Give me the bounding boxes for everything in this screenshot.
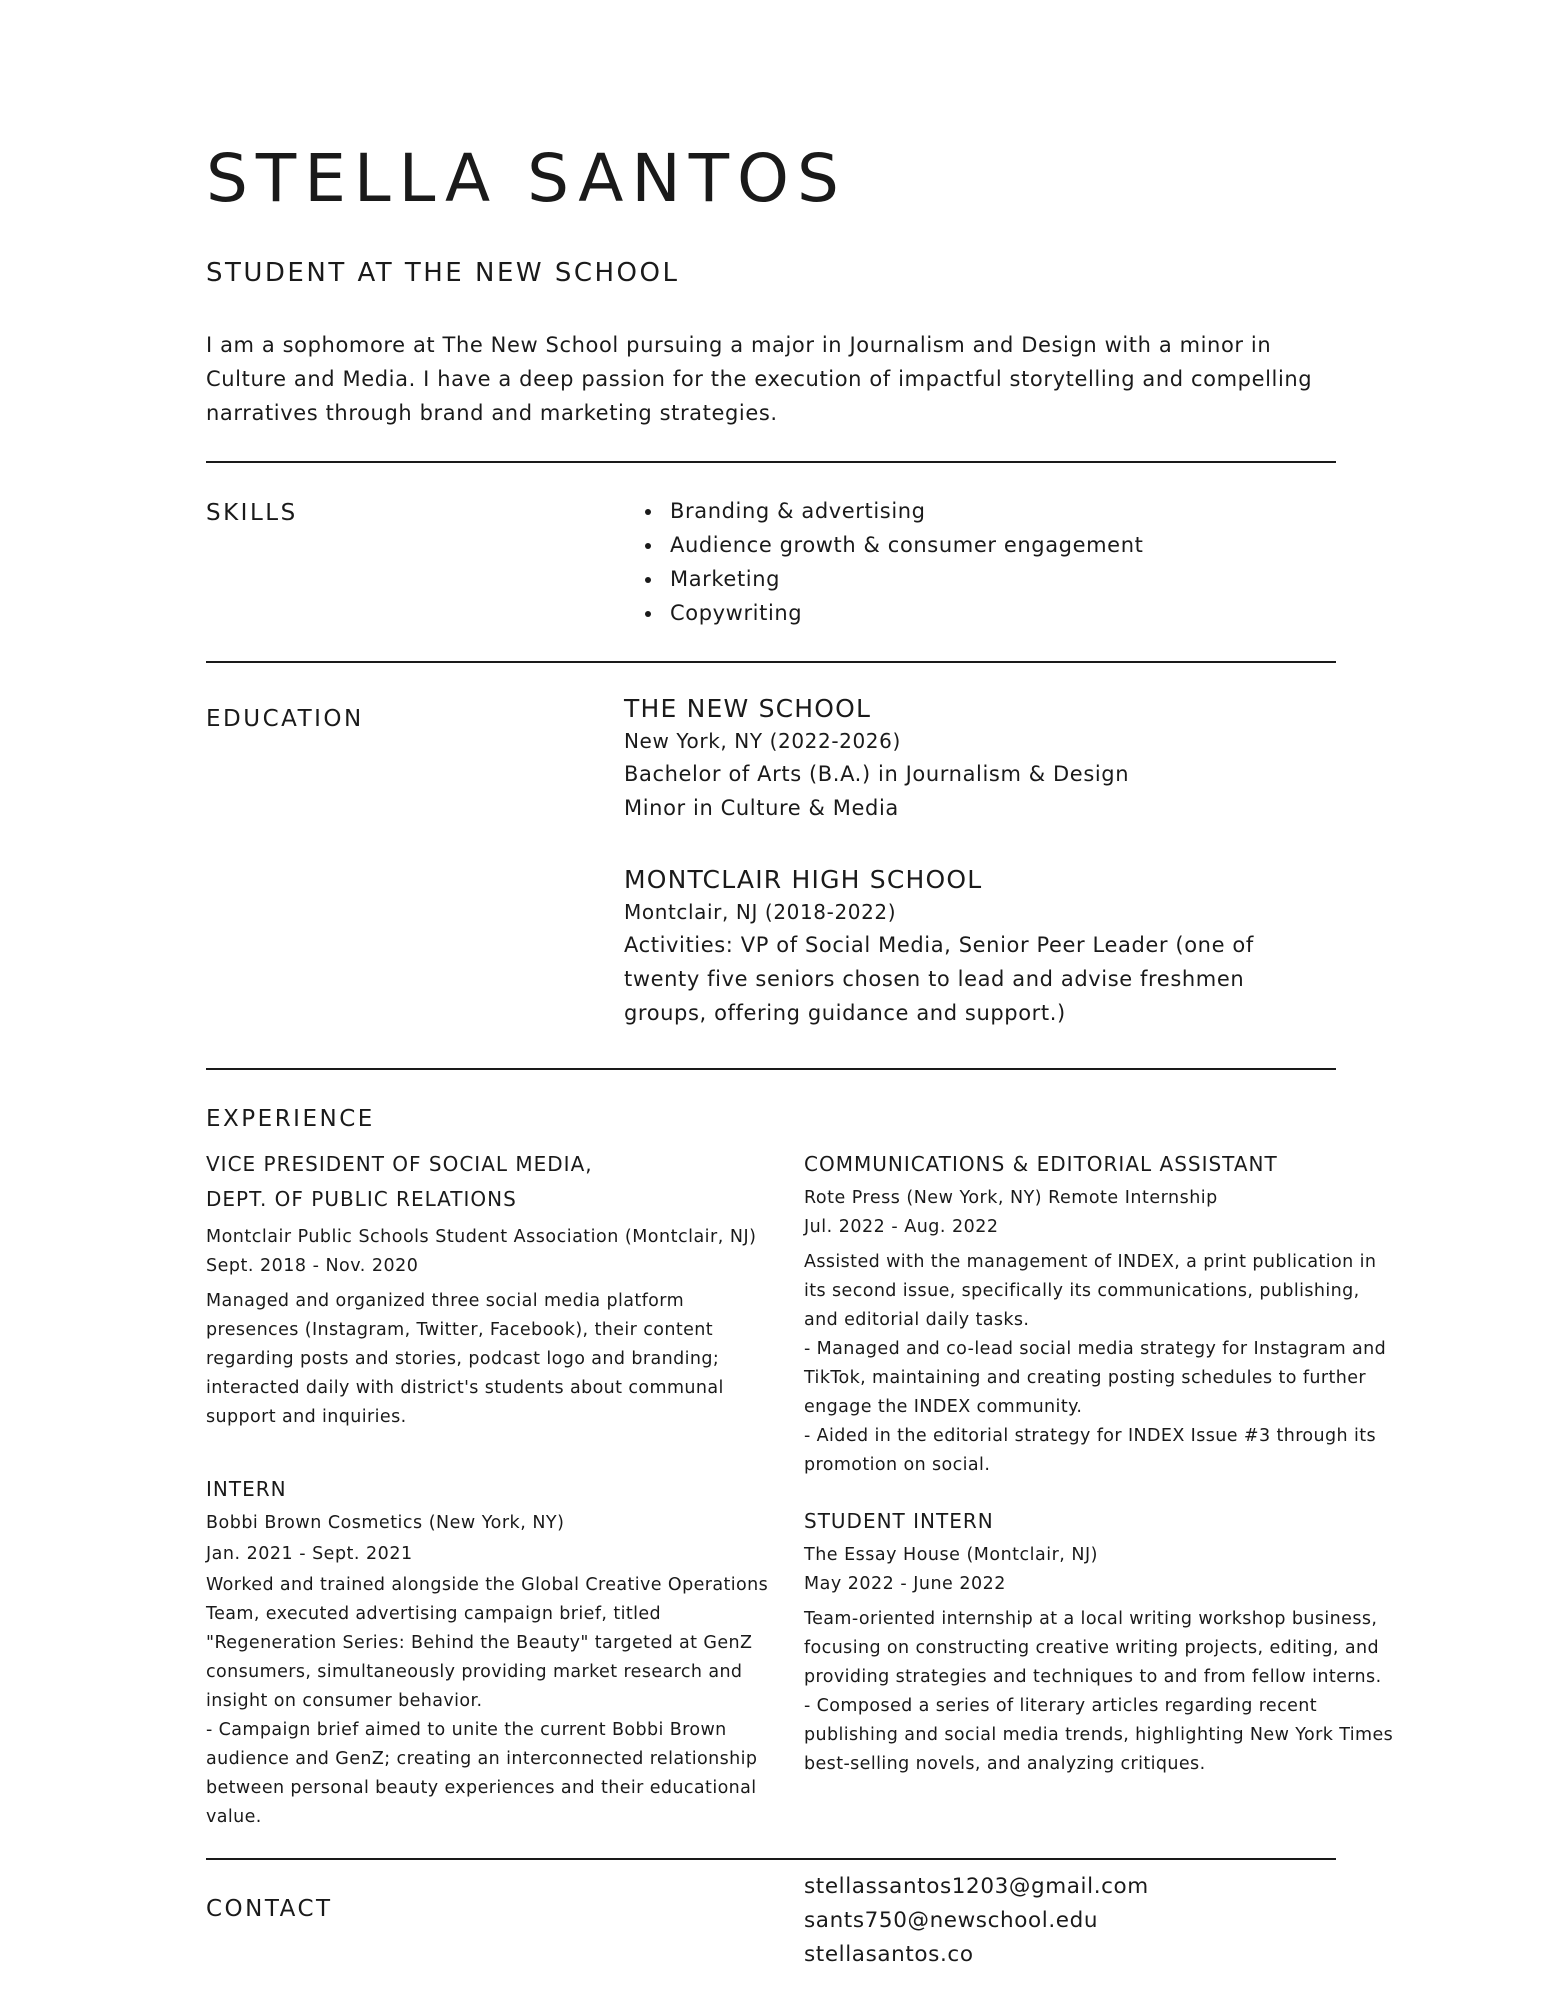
education-entry — [624, 694, 1334, 825]
education-entry — [624, 865, 1314, 1030]
skill-item: • Audience growth & consumer engagement — [664, 528, 1143, 562]
school-name: THE NEW SCHOOL — [624, 694, 872, 723]
job-dates: May 2022 - June 2022 — [804, 1574, 1006, 1594]
experience-entry — [804, 1504, 1394, 1779]
school-degree: Bachelor of Arts (B.A.) in Journalism & Design — [624, 762, 1130, 786]
divider — [206, 1858, 1336, 1860]
school-email-link[interactable]: sants750@newschool.edu — [804, 1908, 1099, 1933]
school-location: Montclair, NJ (2018-2022) — [624, 900, 897, 924]
job-description: Team-oriented internship at a local writing workshop business, focusing on constructing creative writing projects, editing, and providing strategies and techniques to and from fellow interns. - Composed a series of literary articles regarding recent publishing and social media trends, highlighting New York Times best-selling novels, and analyzing critiques. — [804, 1609, 1394, 1774]
school-name: MONTCLAIR HIGH SCHOOL — [624, 865, 983, 894]
job-title: INTERN — [206, 1477, 287, 1501]
job-dates: Jan. 2021 - Sept. 2021 — [206, 1544, 413, 1564]
job-organization: Bobbi Brown Cosmetics (New York, NY) — [206, 1513, 565, 1533]
skill-item: • Marketing — [664, 562, 1143, 596]
school-minor: Minor in Culture & Media — [624, 796, 899, 820]
resume-summary: I am a sophomore at The New School pursuing a major in Journalism and Design with a minor in Culture and Media. I have a deep passion for the execution of impactful storytelling and compelling narratives through brand and marketing strategies. — [206, 333, 1313, 425]
job-title: DEPT. OF PUBLIC RELATIONS — [206, 1187, 517, 1211]
job-title: COMMUNICATIONS & EDITORIAL ASSISTANT — [804, 1152, 1278, 1176]
job-organization: Rote Press (New York, NY) Remote Internship — [804, 1188, 1218, 1208]
contact-heading: CONTACT — [206, 1896, 333, 1922]
school-location: New York, NY (2022-2026) — [624, 729, 901, 753]
job-title: STUDENT INTERN — [804, 1509, 994, 1533]
contact-details — [804, 1870, 1149, 1972]
skills-heading: SKILLS — [206, 500, 298, 526]
website-link[interactable]: stellasantos.co — [804, 1942, 974, 1967]
divider — [206, 1068, 1336, 1070]
job-description: Assisted with the management of INDEX, a print publication in its second issue, specifically its communications, publishing, and editorial daily tasks. - Managed and co-lead social media strategy for Instagram and TikTok, maintaining and creating posting schedules to further engage the INDEX community. - Aided in the editorial strategy for INDEX Issue #3 through its promotion on social. — [804, 1252, 1387, 1475]
job-title: VICE PRESIDENT OF SOCIAL MEDIA, — [206, 1152, 593, 1176]
school-activities: Activities: VP of Social Media, Senior Peer Leader (one of twenty five seniors chosen to lead and advise freshmen groups, offering guidance and support.) — [624, 933, 1254, 1025]
job-organization: The Essay House (Montclair, NJ) — [804, 1545, 1099, 1565]
job-description: Managed and organized three social media platform presences (Instagram, Twitter, Facebook), their content regarding posts and stories, podcast logo and branding; interacted daily with district's students about communal support and inquiries. — [206, 1291, 724, 1427]
job-organization: Montclair Public Schools Student Association (Montclair, NJ) — [206, 1227, 757, 1247]
experience-heading: EXPERIENCE — [206, 1106, 375, 1132]
skills-list — [640, 494, 1143, 630]
experience-entry — [206, 1472, 776, 1832]
resume-subtitle: STUDENT AT THE NEW SCHOOL — [206, 258, 680, 288]
divider — [206, 661, 1336, 663]
skill-item: • Branding & advertising — [664, 494, 1143, 528]
job-dates: Sept. 2018 - Nov. 2020 — [206, 1256, 419, 1276]
job-dates: Jul. 2022 - Aug. 2022 — [804, 1217, 999, 1237]
job-description: Worked and trained alongside the Global Creative Operations Team, executed advertising campaign brief, titled "Regeneration Series: Behind the Beauty" targeted at GenZ consumers, simultaneously providing market research and insight on consumer behavior. - Campaign brief aimed to unite the current Bobbi Brown audience and GenZ; creating an interconnected relationship between personal beauty experiences and their educational value. — [206, 1575, 769, 1827]
experience-entry — [804, 1147, 1394, 1480]
personal-email-link[interactable]: stellassantos1203@gmail.com — [804, 1874, 1149, 1899]
skill-item: • Copywriting — [664, 596, 1143, 630]
education-heading: EDUCATION — [206, 706, 364, 732]
resume-name: STELLA SANTOS — [206, 140, 847, 217]
experience-entry — [206, 1147, 776, 1432]
divider — [206, 461, 1336, 463]
